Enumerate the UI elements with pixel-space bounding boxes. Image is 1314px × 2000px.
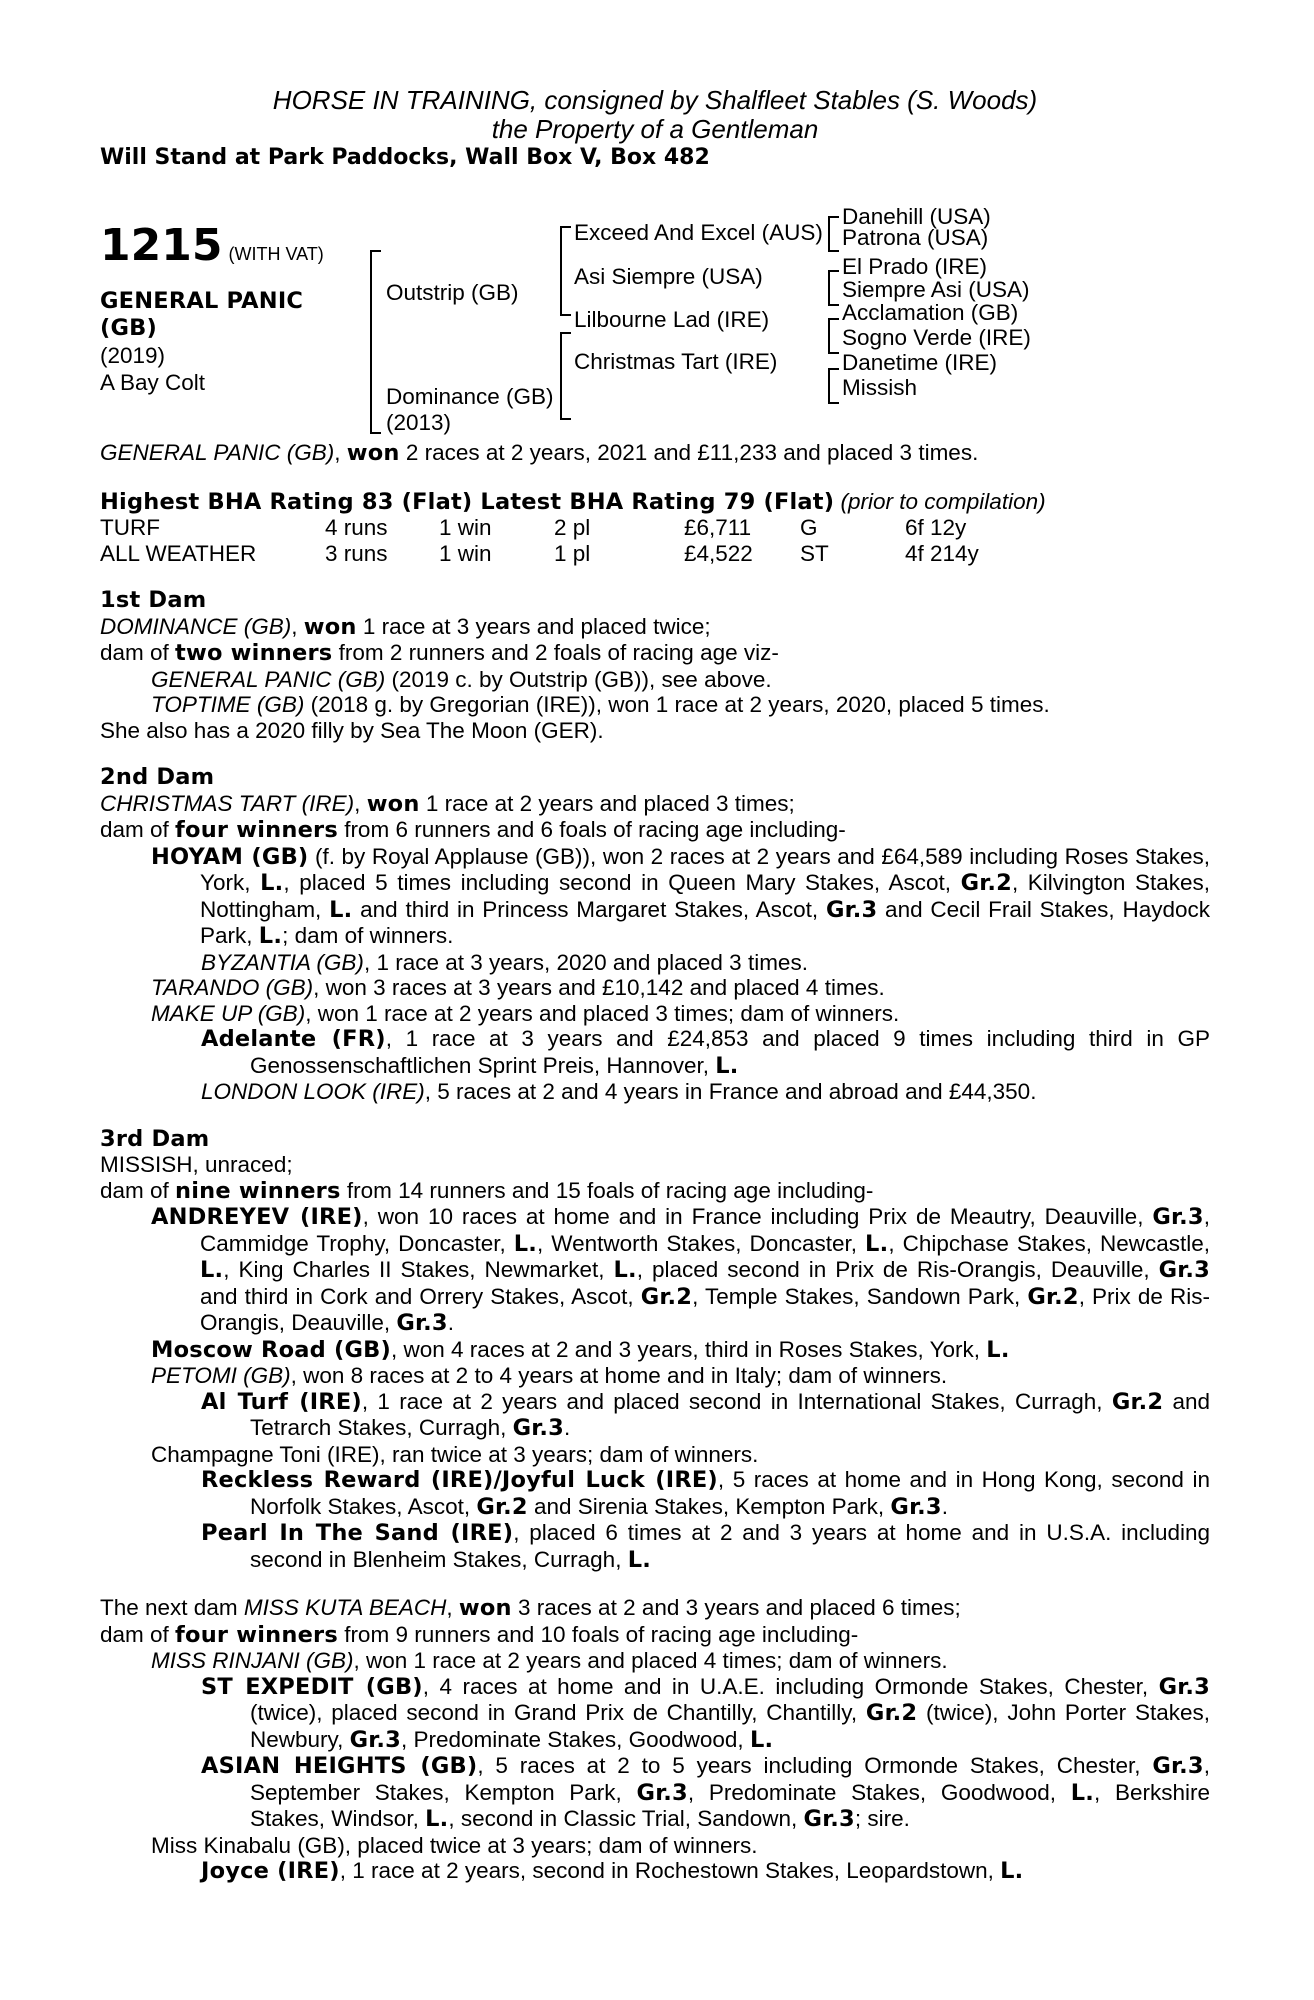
text-run: ST EXPEDIT (GB) — [201, 1673, 423, 1700]
text-run: Reckless Reward (IRE)/Joyful Luck (IRE) — [201, 1467, 718, 1493]
text-run: . — [563, 1415, 571, 1440]
offspring-entry — [100, 975, 1210, 1001]
text-run: (2018 g. by Gregorian (IRE)), won 1 race at 2 years, 2020, placed 5 times. — [304, 692, 1050, 717]
text-run: Gr.2 — [476, 1493, 528, 1520]
text-run: 1 pl — [554, 540, 591, 566]
lot-number-row — [100, 222, 324, 270]
pedigree-block — [100, 204, 1210, 440]
sire-dam: Asi Siempre (USA) — [574, 264, 763, 289]
text-run: G — [800, 515, 818, 540]
offspring-entry — [100, 950, 1210, 976]
text-run: , September Stakes, Kempton Park, — [250, 1753, 1211, 1805]
text-run: , 1 race at 2 years and placed second in International Stakes, Curragh, — [361, 1388, 1112, 1414]
text-run: . — [941, 1493, 949, 1519]
text-run: , Chipchase Stakes, Newcastle, — [888, 1230, 1210, 1256]
text-run: dam of — [100, 817, 176, 842]
text-run: , 5 races at 2 to 5 years including Ormonde Stakes, Chester, — [477, 1753, 1153, 1778]
text-run: 4f 214y — [905, 540, 979, 566]
text-run: Moscow Road (GB) — [151, 1336, 391, 1363]
performance-row-turf — [100, 515, 1210, 541]
offspring-entry — [100, 1026, 1210, 1079]
text-run: and Sirenia Stakes, Kempton Park, — [527, 1493, 891, 1519]
ratings-heading — [100, 489, 1210, 516]
text-run: from 2 runners and 2 foals of racing age viz- — [332, 640, 779, 665]
text-run: , won 1 race at 2 years and placed 4 times; dam of winners. — [353, 1648, 948, 1673]
text-run: L. — [627, 1546, 651, 1573]
offspring-entry — [100, 1389, 1210, 1442]
sire: Outstrip (GB) — [386, 280, 519, 305]
third-dam-section — [100, 1127, 1210, 1574]
text-run: PETOMI (GB) — [151, 1363, 291, 1388]
text-run: won — [366, 790, 420, 817]
grandsire-bracket-1 — [828, 216, 839, 252]
horse-identity — [100, 288, 303, 396]
text-run: won — [346, 440, 400, 466]
offspring-entry — [100, 1467, 1210, 1520]
text-run: from 6 runners and 6 foals of racing age including- — [337, 817, 846, 842]
dam-bracket — [560, 332, 571, 420]
text-run: 1 race at 2 years and placed 3 times; — [419, 790, 795, 816]
offspring-entry — [100, 667, 1210, 693]
text-run: 4 runs — [325, 515, 388, 540]
text-run: 1 win — [439, 540, 492, 566]
grandsire-bracket-4 — [828, 368, 839, 404]
text-run: Gr.2 — [1111, 1388, 1164, 1415]
dam-year: (2013) — [386, 410, 452, 435]
text-run: two winners — [175, 640, 333, 666]
offspring-entry: Champagne Toni (IRE), ran twice at 3 years; dam of winners. — [151, 1441, 759, 1467]
text-run: Gr.2 — [960, 870, 1012, 896]
text-run: Pearl In The Sand (IRE) — [201, 1520, 514, 1546]
text-run: , 1 race at 3 years, 2020 and placed 3 times. — [363, 949, 808, 975]
gen3-7: Danetime (IRE) — [842, 350, 998, 375]
pedigree-bracket — [370, 250, 381, 434]
text-run: Gr.2 — [640, 1283, 693, 1310]
text-run: , — [446, 1595, 459, 1620]
text-run: Gr.2 — [1027, 1283, 1079, 1310]
next-dam-section — [100, 1595, 1210, 1885]
offspring-entry — [100, 844, 1210, 950]
text-run: MISS RINJANI (GB) — [151, 1648, 354, 1673]
text-run: ALL WEATHER — [100, 540, 257, 566]
text-run: Gr.2 — [865, 1700, 918, 1726]
grandsire-bracket-2 — [828, 270, 839, 306]
horse-year: (2019) — [100, 343, 166, 368]
text-run: , placed 6 times at 2 and 3 years at home and in U.S.A. including second in Blenheim Stakes, Curragh, — [250, 1520, 1211, 1572]
text-run: ASIAN HEIGHTS (GB) — [201, 1753, 478, 1779]
text-run: Adelante (FR) — [201, 1026, 386, 1052]
text-run: ST — [800, 540, 829, 566]
text-run: 1 win — [439, 515, 492, 540]
text-run: GENERAL PANIC (GB) — [151, 666, 386, 692]
stand-location: Will Stand at Park Paddocks, Wall Box V, Box 482 — [100, 145, 710, 170]
text-run: 2 races at 2 years, 2021 and £11,233 and placed 3 times. — [399, 440, 979, 465]
text-run: , Temple Stakes, Sandown Park, — [692, 1283, 1028, 1309]
text-run: , 4 races at home and in U.A.E. including Ormonde Stakes, Chester, — [422, 1673, 1159, 1699]
text-run: (2019 c. by Outstrip (GB)), see above. — [385, 666, 772, 692]
text-run: four winners — [175, 817, 338, 843]
text-run: from 14 runners and 15 foals of racing age including- — [340, 1177, 874, 1203]
text-run: dam of — [100, 640, 176, 665]
gen3-5: Acclamation (GB) — [842, 300, 1019, 325]
property-line: the Property of a Gentleman — [491, 114, 819, 144]
text-run: , 1 race at 2 years, second in Rochestown Stakes, Leopardstown, — [339, 1858, 1001, 1883]
dam-sire: Lilbourne Lad (IRE) — [574, 307, 770, 332]
text-run: , won 1 race at 2 years and placed 3 times; dam of winners. — [305, 1000, 900, 1026]
text-run: MISS KUTA BEACH — [243, 1595, 447, 1620]
text-run: , Berkshire Stakes, Windsor, — [250, 1779, 1210, 1831]
text-run: L. — [425, 1806, 449, 1832]
text-run: . — [447, 1310, 454, 1335]
dam-produce — [100, 640, 1210, 667]
dam-record — [100, 1595, 1210, 1622]
text-run: and third in Cork and Orrery Stakes, Ascot, — [200, 1283, 641, 1309]
offspring-entry: Miss Kinabalu (GB), placed twice at 3 years; dam of winners. — [151, 1832, 758, 1858]
section-heading: 3rd Dam — [100, 1125, 210, 1152]
gen3-3: El Prado (IRE) — [842, 254, 988, 279]
text-run: won — [458, 1595, 512, 1621]
text-run: Gr.3 — [1158, 1257, 1210, 1283]
text-run: L. — [1000, 1858, 1024, 1884]
text-run: CHRISTMAS TART (IRE) — [100, 790, 355, 816]
offspring-entry — [100, 1753, 1210, 1833]
text-run: and Tetrarch Stakes, Curragh, — [250, 1388, 1211, 1440]
text-run: , King Charles II Stakes, Newmarket, — [223, 1257, 614, 1282]
dam-produce — [100, 1622, 1210, 1649]
text-run: dam of — [100, 1177, 176, 1203]
text-run: and third in Princess Margaret Stakes, Ascot, — [352, 896, 826, 922]
text-run: L. — [613, 1257, 637, 1283]
offspring-entry — [100, 692, 1210, 718]
offspring-entry — [100, 1079, 1210, 1105]
horse-description: A Bay Colt — [100, 370, 206, 395]
vat-label: (WITH VAT) — [228, 244, 324, 264]
dam-record: DOMINANCE (GB), won 1 race at 3 years and placed twice; — [100, 613, 711, 640]
offspring-entry — [100, 1674, 1210, 1754]
dam-note: She also has a 2020 filly by Sea The Moon (GER). — [100, 717, 604, 743]
text-run: Gr.3 — [890, 1493, 942, 1520]
offspring-entry — [100, 1337, 1210, 1364]
text-run: 3 runs — [325, 540, 388, 566]
text-run: L. — [260, 870, 284, 896]
text-run: TARANDO (GB) — [151, 975, 314, 1000]
text-run: Gr.3 — [825, 896, 878, 923]
sire-bracket — [560, 226, 571, 316]
text-run: Highest BHA Rating 83 (Flat) Latest BHA Rating 79 (Flat) — [100, 488, 835, 515]
text-run: L. — [329, 896, 353, 923]
horse-name: GENERAL PANIC — [100, 288, 304, 314]
text-run: , placed second in Prix de Ris-Orangis, Deauville, — [636, 1257, 1159, 1282]
text-run: Gr.3 — [349, 1726, 401, 1753]
text-run: , won 10 races at home and in France including Prix de Meautry, Deauville, — [362, 1204, 1153, 1229]
text-run: , Kilvington Stakes, Nottingham, — [200, 870, 1210, 922]
text-run: The next dam — [100, 1595, 244, 1620]
first-dam-section — [100, 588, 1210, 743]
gen3-1: Danehill (USA) — [842, 204, 991, 229]
text-run: MAKE UP (GB) — [151, 1000, 306, 1026]
text-run: ANDREYEV (IRE) — [151, 1204, 363, 1230]
text-run: L. — [715, 1052, 739, 1079]
text-run: Gr.3 — [512, 1415, 564, 1441]
text-run: , won 8 races at 2 to 4 years at home and in Italy; dam of winners. — [290, 1363, 948, 1388]
dam-produce — [100, 1178, 1210, 1205]
text-run: Gr.3 — [636, 1779, 688, 1806]
text-run: dam of — [100, 1621, 176, 1647]
offspring-entry — [100, 1001, 1210, 1027]
text-run: BYZANTIA (GB) — [201, 949, 364, 975]
text-run: , won 4 races at 2 and 3 years, third in Roses Stakes, York, — [390, 1336, 987, 1362]
text-run: 6f 12y — [905, 515, 967, 540]
text-run: L. — [865, 1230, 889, 1257]
text-run: TURF — [100, 515, 160, 540]
second-dam-section — [100, 765, 1210, 1105]
text-run: L. — [1070, 1779, 1094, 1806]
ratings-section — [100, 489, 1210, 567]
text-run: , Wentworth Stakes, Doncaster, — [537, 1230, 866, 1256]
text-run: (prior to compilation) — [840, 488, 1046, 514]
text-run: (twice), placed second in Grand Prix de Chantilly, Chantilly, — [250, 1700, 866, 1725]
text-run: Gr.3 — [1158, 1673, 1210, 1700]
text-run: four winners — [175, 1621, 338, 1648]
text-run: and Cecil Frail Stakes, Haydock Park, — [200, 896, 1210, 948]
text-run: Gr.3 — [1152, 1753, 1204, 1779]
text-run: , second in Classic Trial, Sandown, — [448, 1806, 804, 1831]
text-run: , 5 races at home and in Hong Kong, second in Norfolk Stakes, Ascot, — [250, 1467, 1210, 1519]
text-run: HOYAM (GB) — [151, 843, 309, 870]
text-run: Gr.3 — [1152, 1204, 1204, 1230]
text-run: , Prix de Ris-Orangis, Deauville, — [200, 1283, 1210, 1335]
text-run: (twice), John Porter Stakes, Newbury, — [250, 1700, 1210, 1752]
text-run: TOPTIME (GB) — [151, 692, 305, 717]
performance-row-all-weather — [100, 541, 1210, 567]
offspring-entry — [100, 1858, 1210, 1885]
text-run: from 9 runners and 10 foals of racing age including- — [337, 1621, 859, 1647]
gen3-8: Missish — [842, 375, 918, 400]
text-run: , placed 5 times including second in Queen Mary Stakes, Ascot, — [283, 870, 961, 895]
text-run: L. — [986, 1336, 1010, 1363]
dam-produce — [100, 817, 1210, 844]
text-run: Al Turf (IRE) — [201, 1388, 362, 1415]
gen3-2: Patrona (USA) — [842, 225, 989, 250]
text-run: Joyce (IRE) — [201, 1858, 340, 1884]
consignor-line: HORSE IN TRAINING, consigned by Shalfleet Stables (S. Woods) — [272, 85, 1038, 115]
gen3-6: Sogno Verde (IRE) — [842, 325, 1031, 350]
text-run: GENERAL PANIC (GB) — [100, 440, 335, 465]
text-run: Gr.3 — [396, 1310, 448, 1336]
dam-record: CHRISTMAS TART (IRE), won 1 race at 2 years and placed 3 times; — [100, 790, 795, 817]
horse-country: (GB) — [100, 315, 157, 341]
text-run: L. — [200, 1257, 224, 1283]
text-run: DOMINANCE (GB) — [100, 613, 292, 639]
offspring-entry — [100, 1363, 1210, 1389]
offspring-entry — [100, 1648, 1210, 1674]
text-run: L. — [749, 1726, 774, 1753]
text-run: , won 3 races at 3 years and £10,142 and placed 4 times. — [313, 975, 885, 1000]
gen3-4: Siempre Asi (USA) — [842, 277, 1030, 302]
section-heading: 1st Dam — [100, 587, 207, 613]
offspring-entry — [100, 1520, 1210, 1573]
dam-record: MISSISH, unraced; — [100, 1152, 293, 1177]
race-summary: GENERAL PANIC (GB), won 2 races at 2 years, 2021 and £11,233 and placed 3 times. — [100, 440, 979, 466]
text-run: ; dam of winners. — [282, 923, 454, 948]
text-run: Gr.3 — [803, 1806, 855, 1832]
dam-dam: Christmas Tart (IRE) — [574, 349, 778, 374]
text-run: £4,522 — [684, 540, 753, 566]
text-run: 2 pl — [554, 515, 591, 540]
grandsire-bracket-3 — [828, 318, 839, 354]
offspring-entry — [100, 1204, 1210, 1337]
text-run: LONDON LOOK (IRE) — [201, 1079, 425, 1104]
text-run: , Predominate Stakes, Goodwood, — [400, 1726, 750, 1752]
text-run: , Predominate Stakes, Goodwood, — [687, 1779, 1071, 1805]
text-run: 3 races at 2 and 3 years and placed 6 times; — [511, 1595, 961, 1620]
dam: Dominance (GB) — [386, 384, 554, 409]
lot-number: 1215 — [100, 220, 223, 271]
text-run: , Cammidge Trophy, Doncaster, — [200, 1204, 1210, 1256]
text-run: , 1 race at 3 years and £24,853 and placed 9 times including third in GP Genossenschaftlichen Sprint Preis, Hannover, — [250, 1026, 1210, 1078]
text-run: nine winners — [175, 1177, 341, 1204]
sire-sire: Exceed And Excel (AUS) — [574, 220, 823, 245]
text-run: won — [303, 613, 357, 640]
text-run: , 5 races at 2 and 4 years in France and abroad and £44,350. — [424, 1079, 1037, 1104]
text-run: £6,711 — [684, 515, 752, 540]
text-run: L. — [258, 923, 283, 949]
text-run: (f. by Royal Applause (GB)), won 2 races at 2 years and £64,589 including Roses Stakes, York, — [200, 843, 1210, 895]
text-run: 1 race at 3 years and placed twice; — [356, 613, 711, 639]
catalogue-page — [100, 86, 1210, 1885]
section-heading: 2nd Dam — [100, 764, 215, 790]
text-run: ; sire. — [854, 1806, 910, 1831]
text-run: L. — [513, 1230, 538, 1257]
